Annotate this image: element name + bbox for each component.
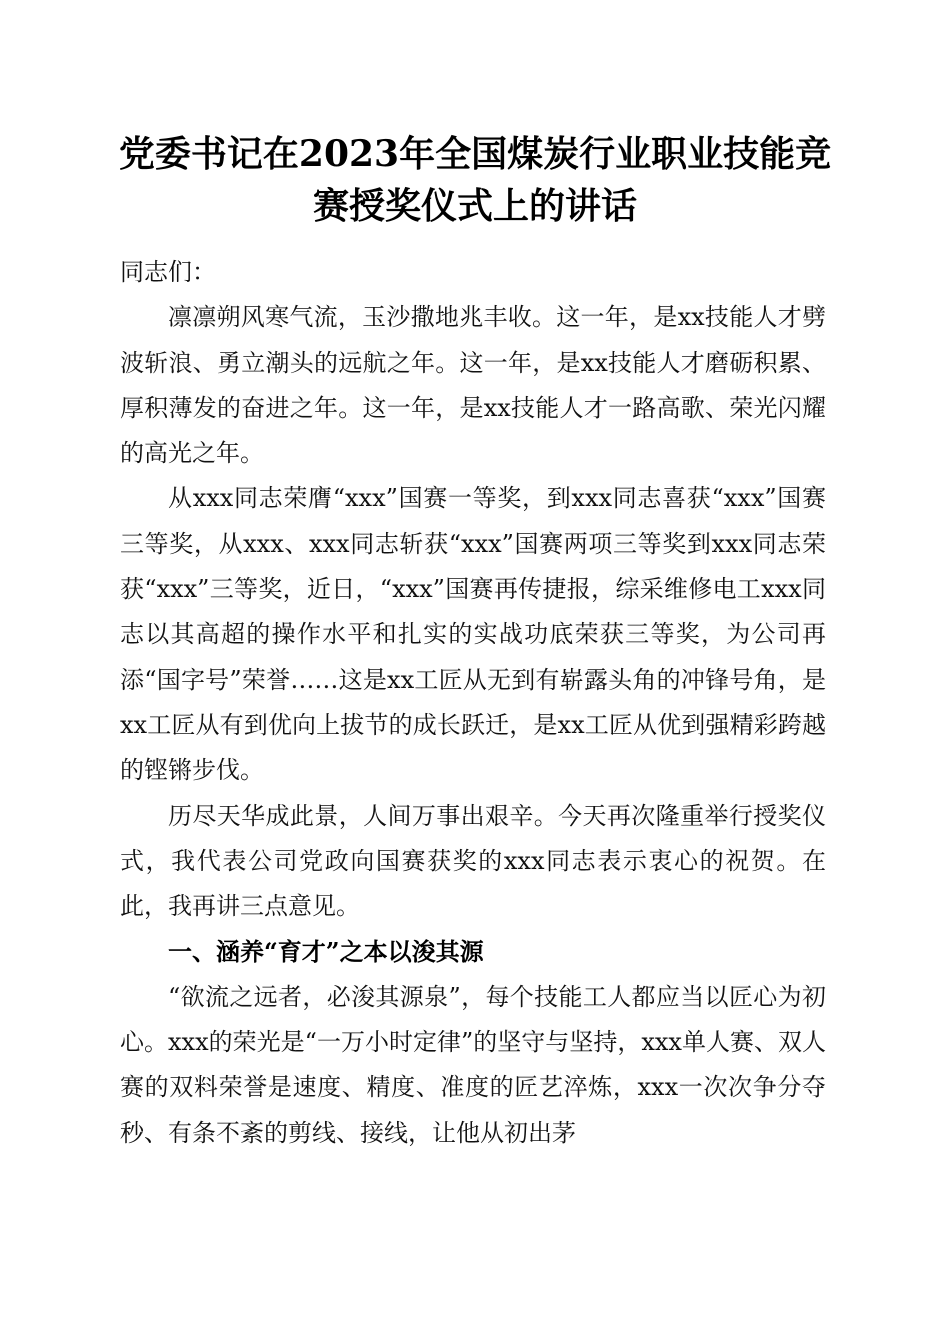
section-heading: 一、涵养“育才”之本以浚其源	[168, 937, 484, 967]
body-paragraph: 凛凛朔风寒气流，玉沙撒地兆丰收。这一年，是xx技能人才劈波斩浪、勇立潮头的远航之年。这一年，是xx技能人才磨砺积累、厚积薄发的奋进之年。这一年，是xx技能人才一路高歌、荣光闪耀的高光之年。	[120, 303, 826, 468]
title-line-2: 赛授奖仪式上的讲话	[312, 185, 637, 227]
document-title	[100, 128, 850, 232]
body-paragraph: 历尽天华成此景，人间万事出艰辛。今天再次隆重举行授奖仪式，我代表公司党政向国赛获奖的xxx同志表示衷心的祝贺。在此，我再讲三点意见。	[120, 801, 826, 921]
document-body	[120, 250, 826, 1156]
salutation: 同志们：	[120, 258, 216, 286]
body-paragraph: 从xxx同志荣膺“xxx”国赛一等奖，到xxx同志喜获“xxx”国赛三等奖，从xxx、xxx同志斩获“xxx”国赛两项三等奖到xxx同志荣获“xxx”三等奖，近日，“xxx”国赛再传捷报，综采维修电工xxx同志以其高超的操作水平和扎实的实战功底荣获三等奖，为公司再添“国字号”荣誉……这是xx工匠从无到有崭露头角的冲锋号角，是xx工匠从有到优向上拔节的成长跃迁，是xx工匠从优到强精彩跨越的铿锵步伐。	[120, 484, 826, 785]
section-paragraph: “欲流之远者，必浚其源泉”，每个技能工人都应当以匠心为初心。xxx的荣光是“一万小时定律”的坚守与坚持，xxx单人赛、双人赛的双料荣誉是速度、精度、准度的匠艺淬炼，xxx一次次争分夺秒、有条不紊的剪线、接线，让他从初出茅	[120, 982, 826, 1147]
title-line-1: 党委书记在2023年全国煤炭行业职业技能竞	[118, 133, 832, 175]
